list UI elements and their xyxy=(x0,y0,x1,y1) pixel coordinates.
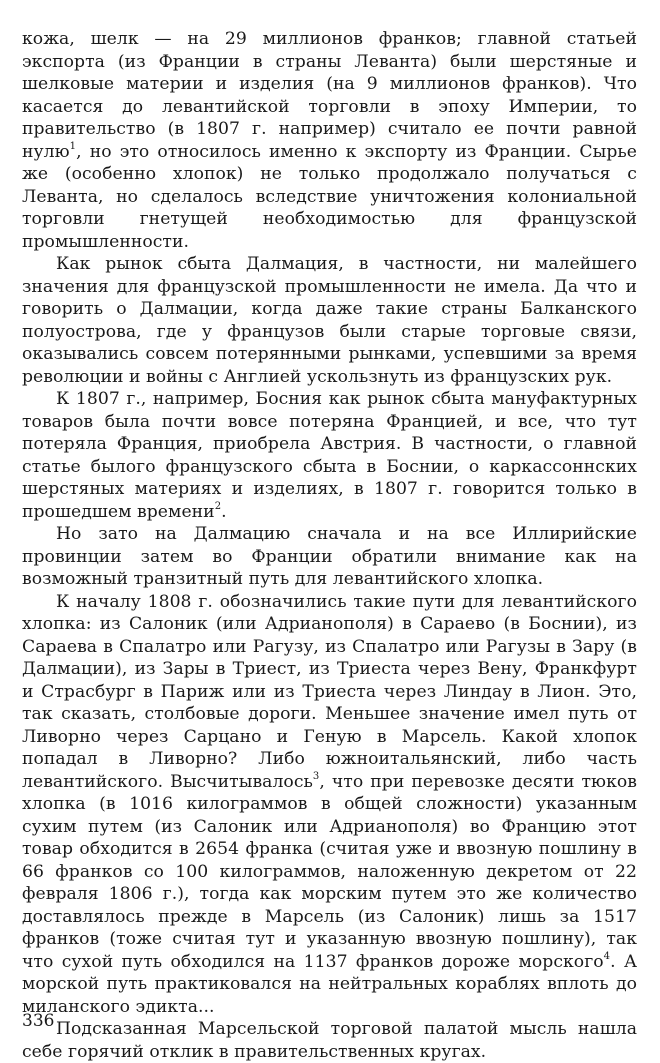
paragraph-text: К 1807 г., например, Босния как рынок сбыта мануфактурных товаров была почти вовсе потеряна Францией, и все, что тут потеряла Франция, приобрела Австрия. В частности, о главной статье былого французского сбыта в Боснии, о каркассоннских шерстяных материях и изделиях, в 1807 г. говорится только в прошедшем времени xyxy=(22,389,637,522)
paragraph-text: Как рынок сбыта Далмация, в частности, ни малейшего значения для французской промышленности не имела. Да что и говорить о Далмации, когда даже такие страны Балканского полуострова, где у французов были старые торговые связи, оказывались совсем потерянными рынками, успевшими за время революции и войны с Англией ускользнуть из французских рук. xyxy=(22,254,637,387)
paragraph-text: . xyxy=(221,501,227,522)
paragraph-text: , но это относилось именно к экспорту из Франции. Сырье же (особенно хлопок) не только продолжало получаться с Леванта, но сделалось вследствие уничтожения колониальной торговли гнетущей необходимостью для французской промышленности. xyxy=(22,141,637,252)
paragraph-marseille-chamber xyxy=(22,1018,637,1063)
footnote-marker[interactable]: 2 xyxy=(214,500,222,512)
footnote-marker[interactable]: 4 xyxy=(603,950,611,962)
paragraph-cotton-routes xyxy=(22,591,637,1019)
paragraph-text: , что при перевозке десяти тюков хлопка (в 1016 килограммов в общей сложности) указанным сухим путем (из Салоник или Адрианополя) во Францию этот товар обходится в 2654 франка (считая уже и ввозную пошлину в 66 франков со 100 килограммов, наложенную декретом от 22 февраля 1806 г.), тогда как морским путем это же количество доставлялось прежде в Марсель (из Салоник) лишь за 1517 франков (тоже считая тут и указанную ввозную пошлину), так что сухой путь обходился на 1137 франков дороже морского xyxy=(22,771,637,972)
paragraph-text: . А морской путь практиковался на нейтральных кораблях вплоть до миланского эдикта... xyxy=(22,951,638,1017)
paragraph-dalmatia-market xyxy=(22,253,637,388)
footnote-marker[interactable]: 3 xyxy=(312,770,320,782)
page-number: 336 xyxy=(22,1011,55,1031)
paragraph-transit-route xyxy=(22,523,637,591)
paragraph-text: К началу 1808 г. обозначились такие пути для левантийского хлопка: из Салоник (или Адрианополя) в Сараево (в Боснии), из Сараева в Спалатро или Рагузу, из Спалатро или Рагузы в Зару (в Далмации), из Зары в Триест, из Триеста через Вену, Франкфурт и Страсбург в Париж или из Триеста через Линдау в Лион. Это, так сказать, столбовые дороги. Меньшее значение имел путь от Ливорно через Сарцано и Геную в Марсель. Какой хлопок попадал в Ливорно? Либо южноитальянский, либо часть левантийского. Высчитывалось xyxy=(22,591,637,792)
footnote-marker[interactable]: 1 xyxy=(69,140,77,152)
paragraph-levant-trade xyxy=(22,28,637,253)
page-body xyxy=(22,28,637,1063)
paragraph-text: Но зато на Далмацию сначала и на все Иллирийские провинции затем во Франции обратили внимание как на возможный транзитный путь для левантийского хлопка. xyxy=(22,524,637,589)
paragraph-bosnia xyxy=(22,388,637,523)
paragraph-text: Подсказанная Марсельской торговой палатой мысль нашла себе горячий отклик в правительственных кругах. xyxy=(22,1019,637,1062)
paragraph-text: кожа, шелк — на 29 миллионов франков; главной статьей экспорта (из Франции в страны Леванта) были шерстяные и шелковые материи и изделия (на 9 миллионов франков). Что касается до левантийской торговли в эпоху Империи, то правительство (в 1807 г. например) считало ее почти равной нулю xyxy=(22,29,637,162)
